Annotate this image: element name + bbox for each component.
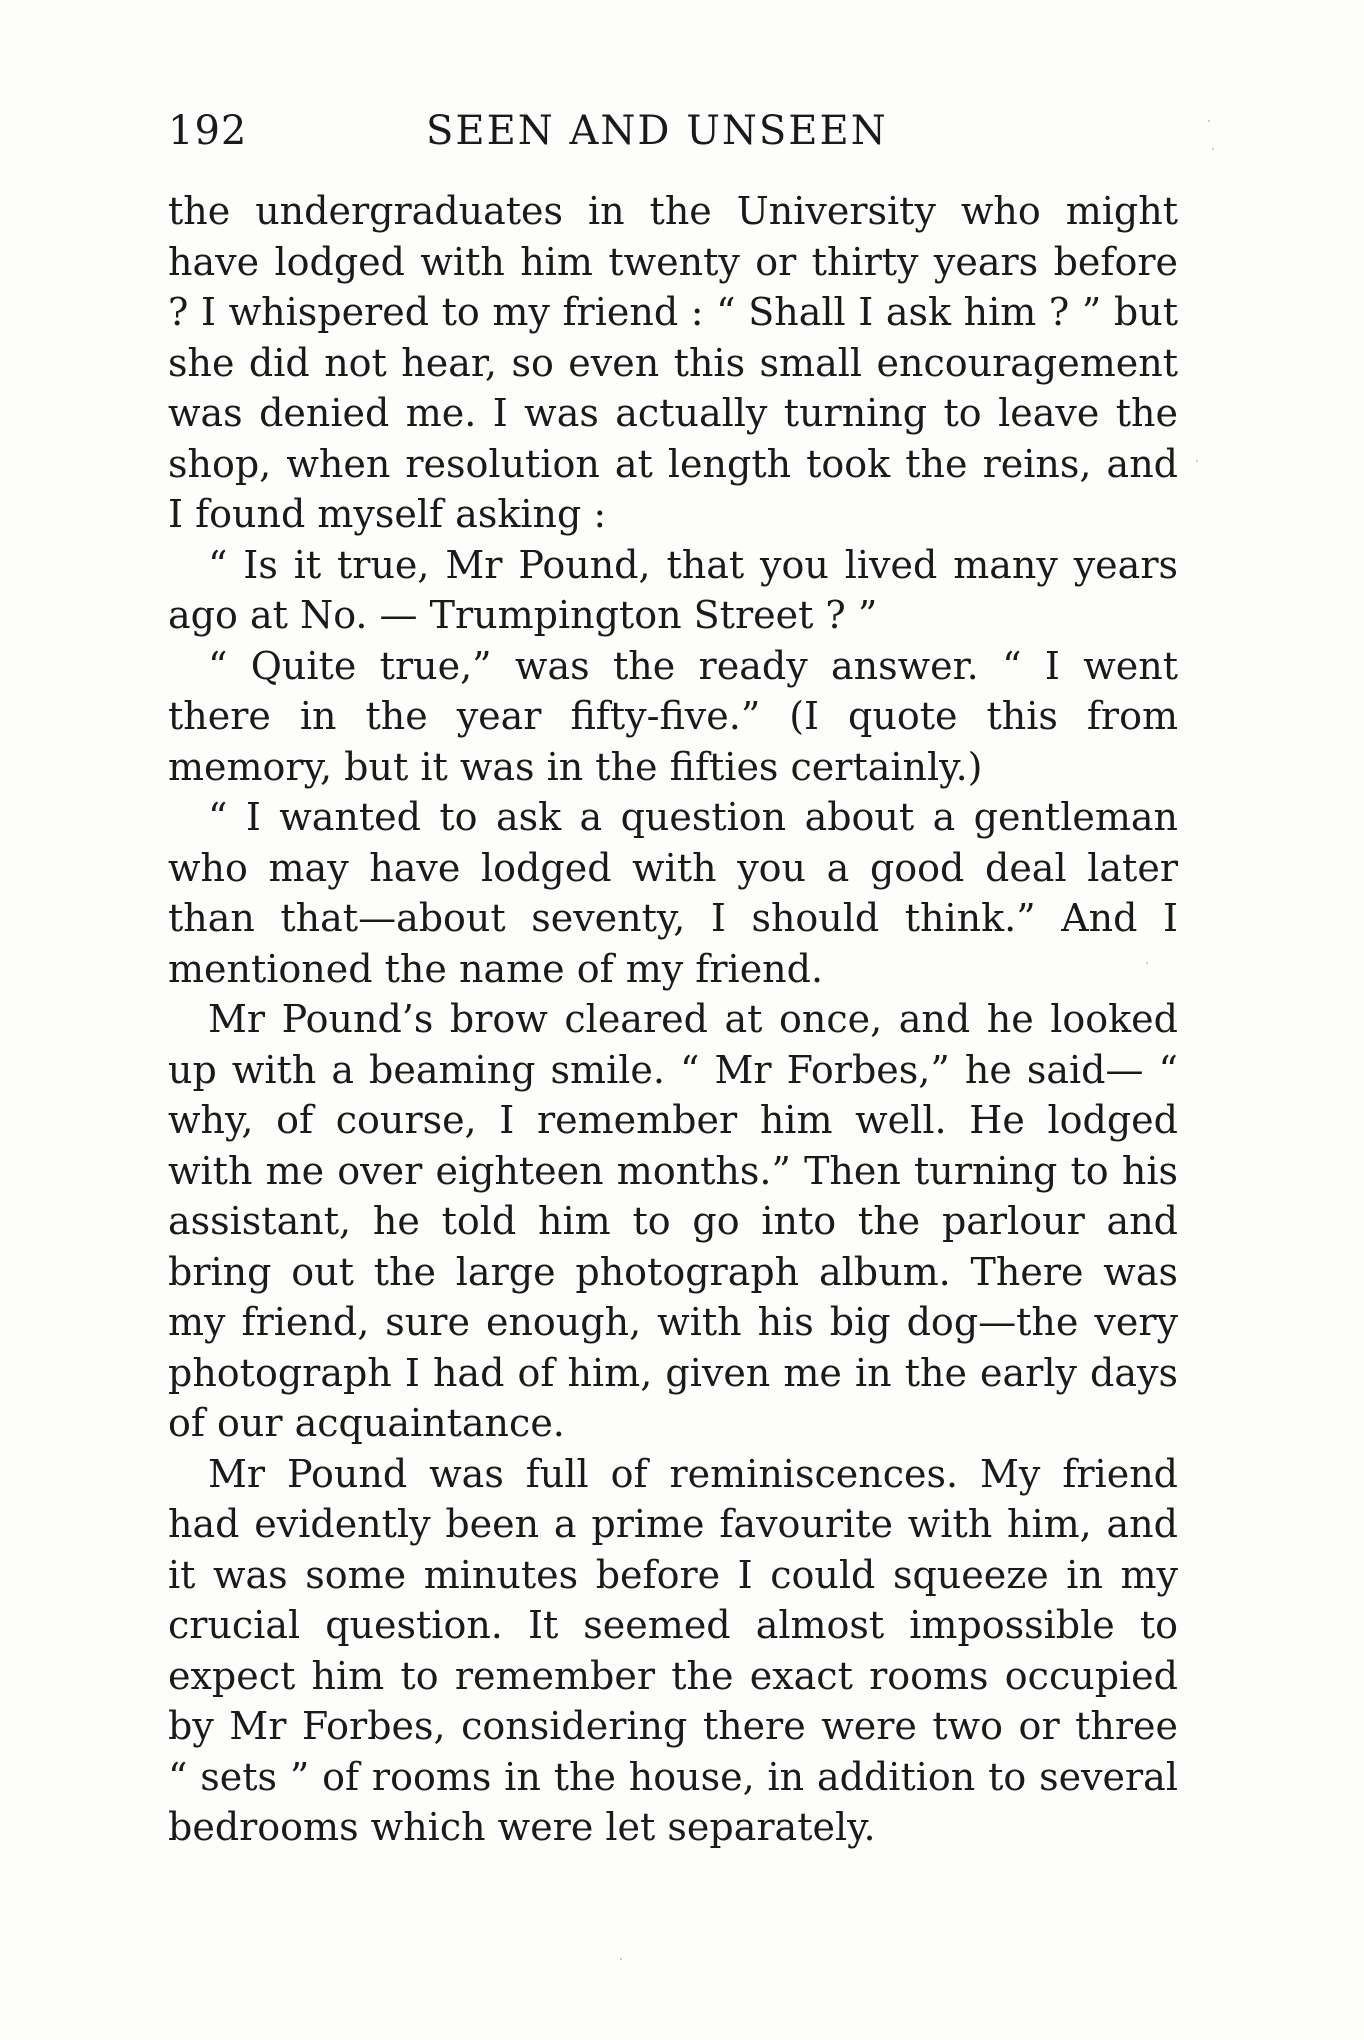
paragraph-gentleman: “ I wanted to ask a question about a gentleman who may have lodged with you a good deal later than that—about seventy, I should think.” And I mentioned the name of my friend. bbox=[168, 795, 1178, 991]
paragraph-reminiscences: Mr Pound was full of reminiscences. My friend had evidently been a prime favourite with him, and it was some minutes before I could squeeze in my crucial question. It seemed almost impossible to expect him to remember the exact rooms occupied by Mr Forbes, considering there were two or three “ sets ” of rooms in the house, in addition to several bedrooms which were let separately. bbox=[168, 1451, 1178, 1849]
scan-speck bbox=[1196, 460, 1198, 462]
scan-speck bbox=[620, 1958, 622, 1960]
running-title: SEEN AND UNSEEN bbox=[426, 108, 888, 154]
scan-speck bbox=[1146, 962, 1148, 964]
paragraph-photograph: Mr Pound’s brow cleared at once, and he looked up with a beaming smile. “ Mr Forbes,” he said— “ why, of course, I remember him well. He lodged with me over eighteen months.” Then turning to his assistant, he told him to go into the parlour and bring out the large photograph album. There was my friend, sure enough, with his big dog—the very photograph I had of him, given me in the early days of our acquaintance. bbox=[168, 997, 1178, 1445]
paragraph-answer: “ Quite true,” was the ready answer. “ I went there in the year fifty-five.” (I quote this from memory, but it was in the fifties certainly.) bbox=[168, 643, 1178, 789]
scan-speck bbox=[1208, 120, 1210, 122]
running-head bbox=[168, 108, 1178, 168]
body-text bbox=[168, 186, 1178, 1853]
paragraph-question: “ Is it true, Mr Pound, that you lived many years ago at No. — Trumpington Street ? ” bbox=[168, 542, 1178, 637]
paragraph-continued: the undergraduates in the University who might have lodged with him twenty or thirty years before ? I whispered to my friend : “ Shall I ask him ? ” but she did not hear, so even this small encouragement was denied me. I was actually turning to leave the shop, when resolution at length took the reins, and I found myself asking : bbox=[168, 189, 1178, 536]
page-number: 192 bbox=[168, 108, 248, 154]
scan-speck bbox=[1212, 148, 1214, 150]
